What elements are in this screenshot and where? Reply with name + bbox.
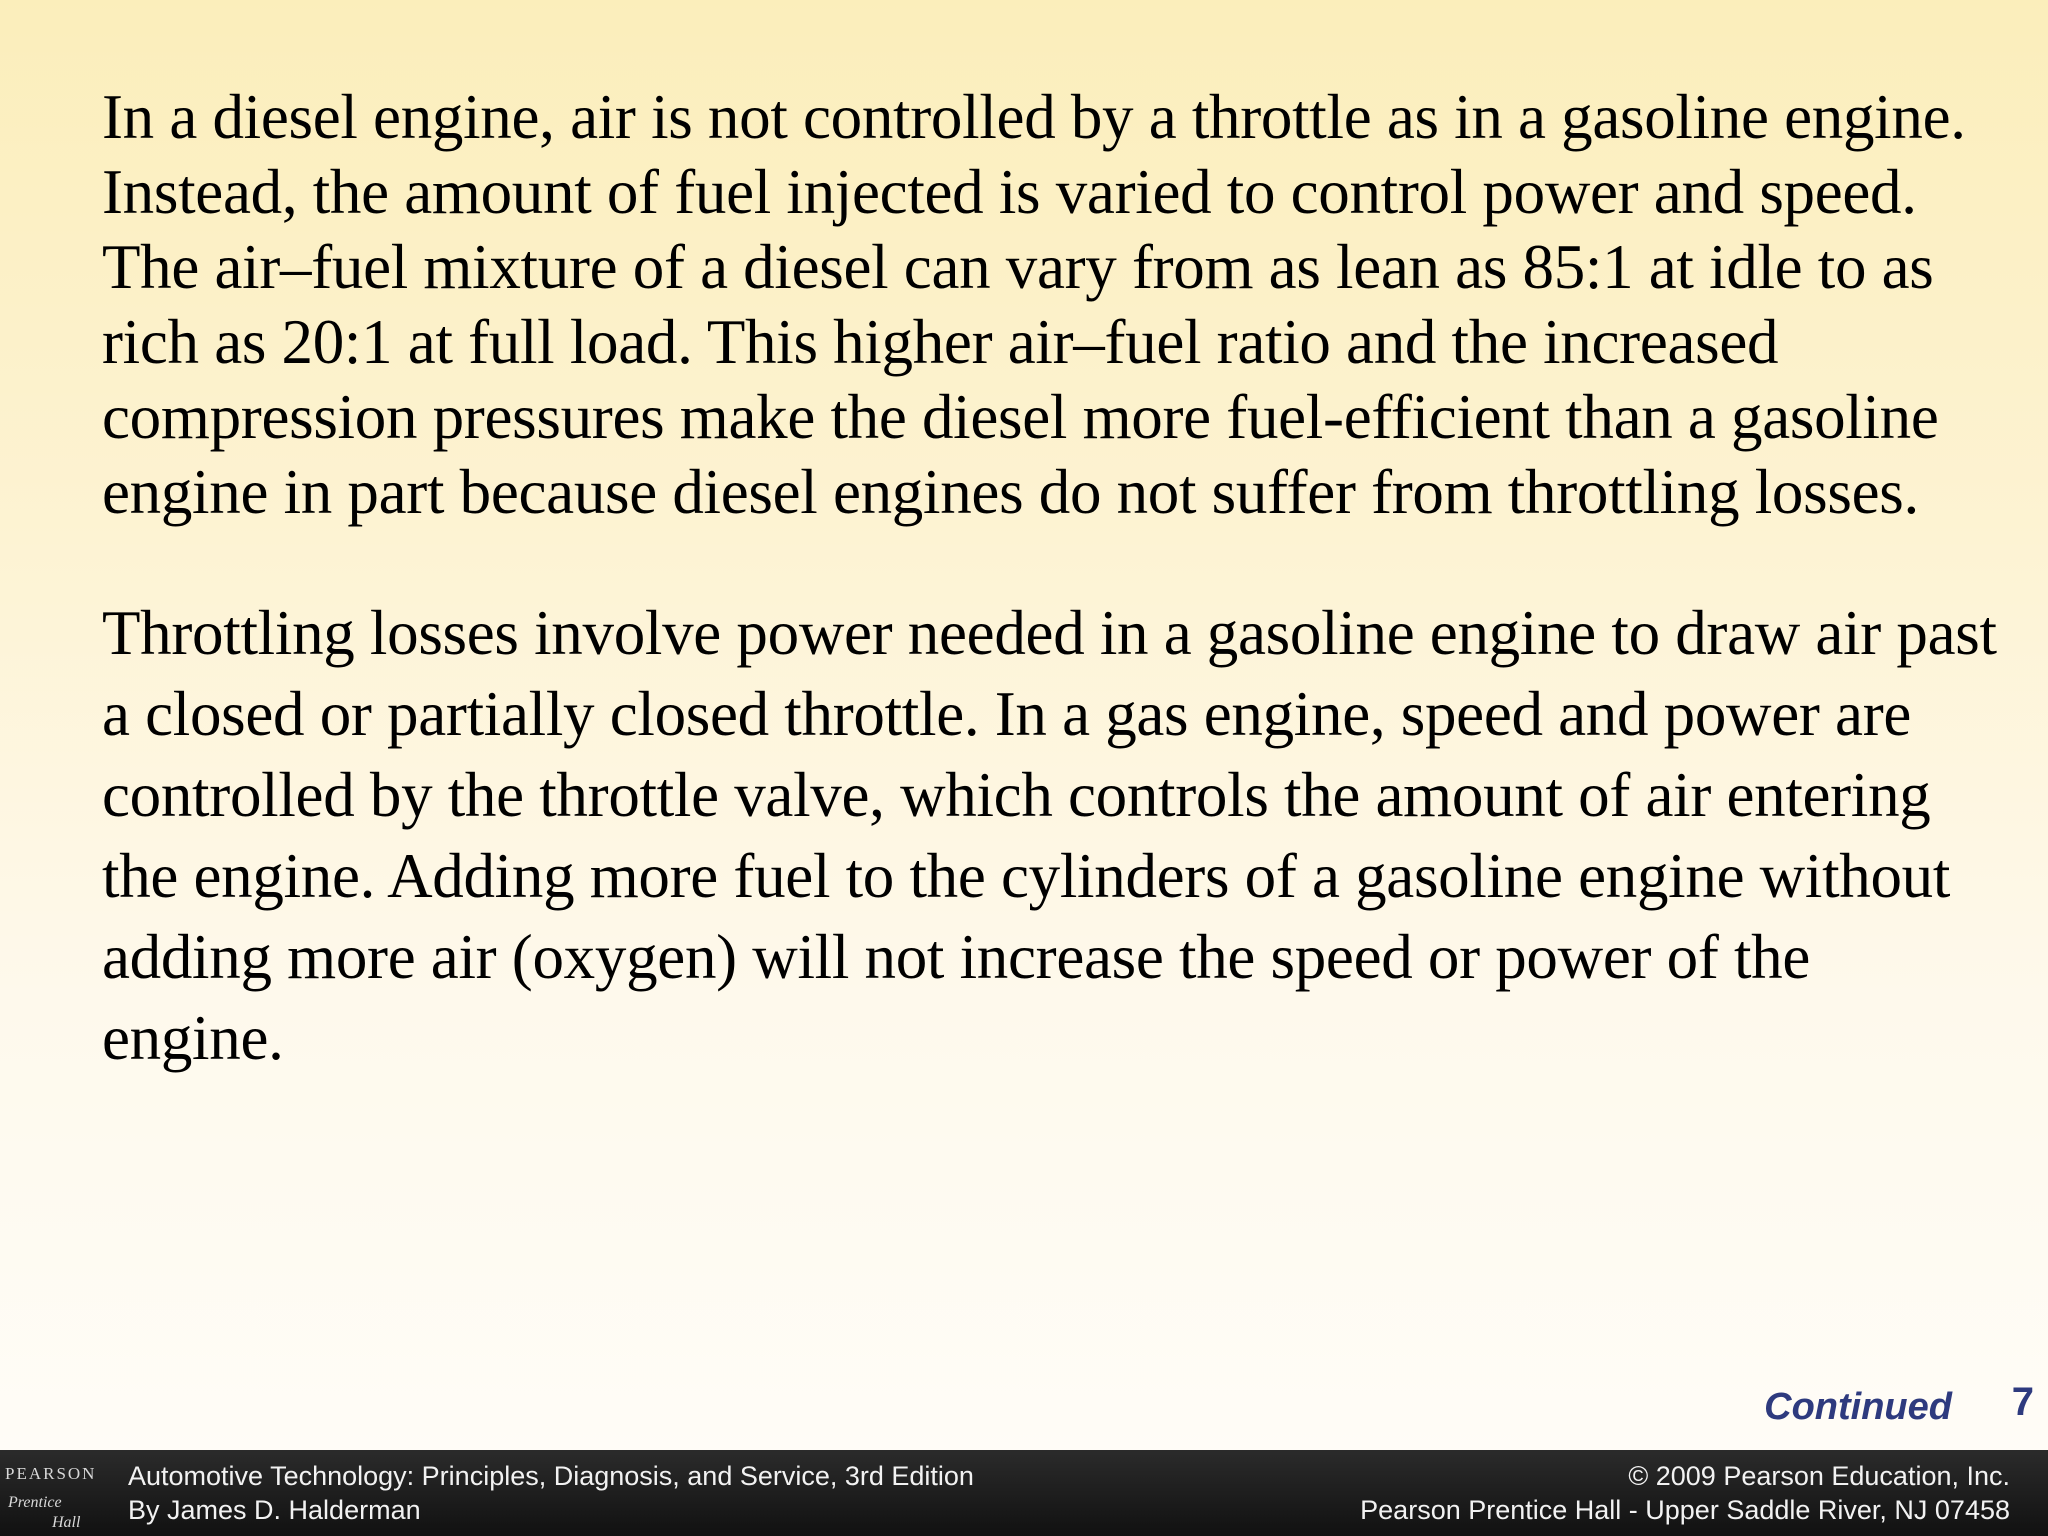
body-paragraph-2: Throttling losses involve power needed in a gasoline engine to draw air past a closed or partially closed throttle. In a gas engine, speed and power are controlled by the throttle valve, which controls the amount of air entering the engine. Adding more fuel to the cylinders of a gasoline engine without adding more air (oxygen) will not increase the speed or power of the engine.: [102, 598, 1997, 1073]
slide-body: [102, 80, 2002, 1079]
book-title: Automotive Technology: Principles, Diagnosis, and Service, 3rd Edition: [128, 1461, 974, 1491]
body-paragraph-1: In a diesel engine, air is not controlled by a throttle as in a gasoline engine. Instead, the amount of fuel injected is varied to control power and speed. The air–fuel mixture of a diesel can vary from as lean as 85:1 at idle to as rich as 20:1 at full load. This higher air–fuel ratio and the increased compression pressures make the diesel more fuel-efficient than a gasoline engine in part because diesel engines do not suffer from throttling losses.: [102, 82, 1966, 527]
continued-label: Continued: [1764, 1386, 1952, 1428]
logo-text-hall: Hall: [52, 1514, 81, 1531]
author-line: By James D. Halderman: [128, 1495, 421, 1525]
copyright-line: © 2009 Pearson Education, Inc.: [1628, 1461, 2010, 1491]
logo-text-prentice: Prentice: [8, 1494, 62, 1511]
pearson-prentice-hall-logo: [0, 1450, 102, 1536]
page-number: 7: [2011, 1380, 2034, 1424]
publisher-location: Pearson Prentice Hall - Upper Saddle River, NJ 07458: [1360, 1495, 2010, 1525]
footer-bar: [0, 1450, 2048, 1536]
logo-text-pearson: PEARSON: [5, 1464, 97, 1483]
